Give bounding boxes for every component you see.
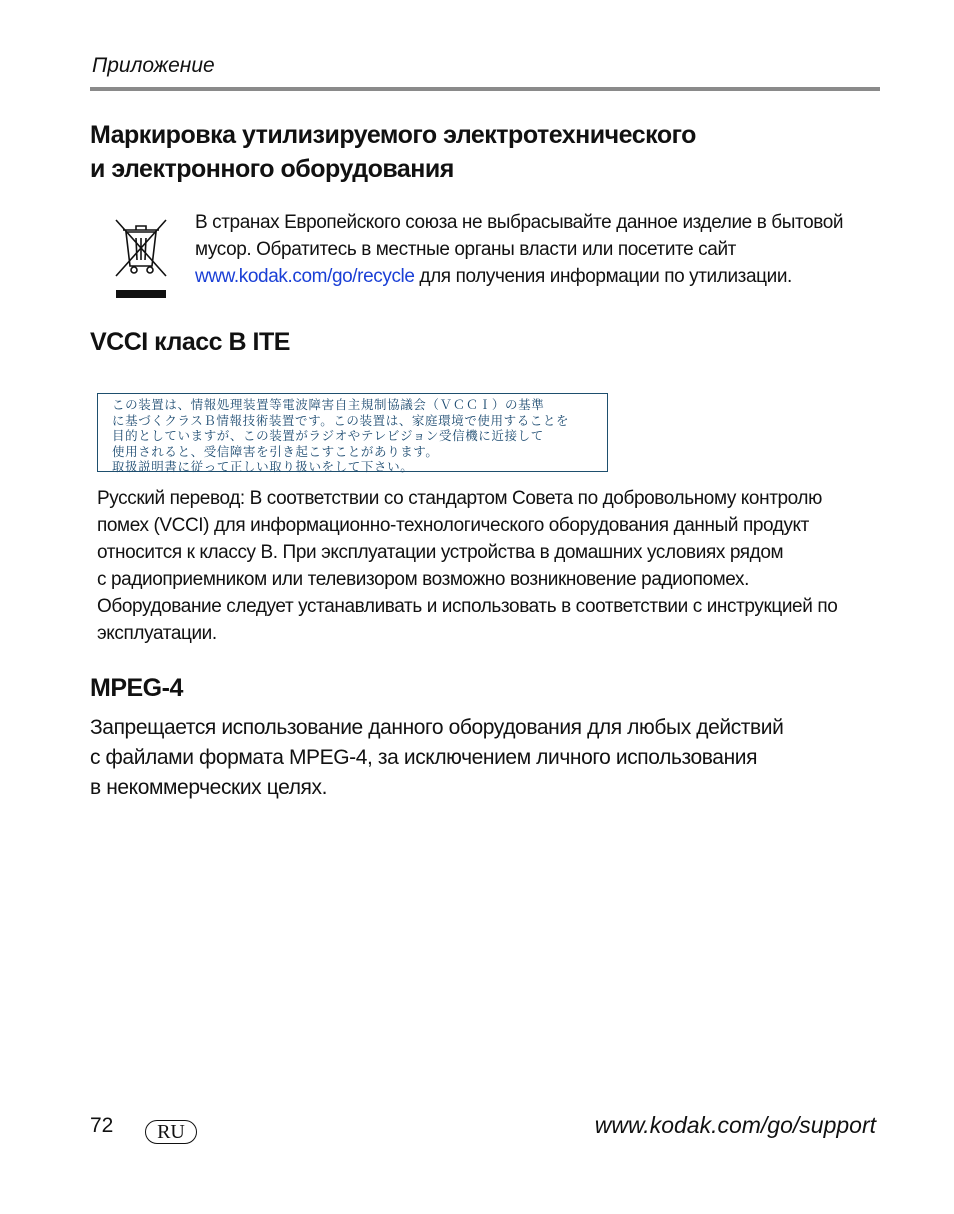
mpeg-notice xyxy=(90,713,850,803)
weee-text-line2: мусор. Обратитесь в местные органы власти или посетите сайт xyxy=(195,239,736,260)
mpeg-line: в некоммерческих целях. xyxy=(90,776,328,799)
jp-line: 目的としていますが、この装置がラジオやテレビジョン受信機に近接して xyxy=(112,428,544,443)
translation-line: Оборудование следует устанавливать и использовать в соответствии с инструкцией по xyxy=(97,596,838,617)
weee-heading xyxy=(90,118,850,186)
jp-line: この装置は、情報処理装置等電波障害自主規制協議会（ＶＣＣＩ）の基準 xyxy=(112,397,545,412)
weee-heading-line2: и электронного оборудования xyxy=(90,155,454,183)
vcci-heading: VCCI класс B ITE xyxy=(90,328,290,356)
running-title: Приложение xyxy=(92,54,215,77)
vcci-translation xyxy=(97,485,857,647)
mpeg-line: с файлами формата MPEG-4, за исключением личного использования xyxy=(90,746,758,769)
jp-line: 取扱説明書に従って正しい取り扱いをして下さい。 xyxy=(112,459,414,474)
translation-line: Русский перевод: В соответствии со стандартом Совета по добровольному контролю xyxy=(97,488,822,509)
weee-text-line3 xyxy=(195,263,865,290)
translation-line: эксплуатации. xyxy=(97,623,217,644)
page-number: 72 xyxy=(90,1114,114,1137)
weee-text-line1: В странах Европейского союза не выбрасывайте данное изделие в бытовой xyxy=(195,212,844,233)
jp-line: 使用されると、受信障害を引き起こすことがあります。 xyxy=(112,443,439,459)
header-rule xyxy=(90,87,880,91)
language-badge: RU xyxy=(145,1120,197,1144)
weee-notice xyxy=(195,209,865,290)
translation-line: с радиоприемником или телевизором возможно возникновение радиопомех. xyxy=(97,569,750,590)
weee-text-line3-rest: для получения информации по утилизации. xyxy=(414,266,792,287)
translation-line: помех (VCCI) для информационно-технологического оборудования данный продукт xyxy=(97,515,809,536)
vcci-japanese-notice xyxy=(97,393,608,472)
mpeg-heading: MPEG-4 xyxy=(90,674,183,702)
support-url[interactable]: www.kodak.com/go/support xyxy=(594,1112,876,1138)
jp-line: に基づくクラスＢ情報技術装置です。この装置は、家庭環境で使用することを xyxy=(112,412,570,428)
recycle-link[interactable]: www.kodak.com/go/recycle xyxy=(195,266,415,287)
mpeg-line: Запрещается использование данного оборудования для любых действий xyxy=(90,716,784,739)
translation-line: относится к классу B. При эксплуатации устройства в домашних условиях рядом xyxy=(97,542,784,563)
weee-heading-line1: Маркировка утилизируемого электротехнического xyxy=(90,121,696,149)
crossed-out-wheelie-bin-icon xyxy=(112,214,170,300)
